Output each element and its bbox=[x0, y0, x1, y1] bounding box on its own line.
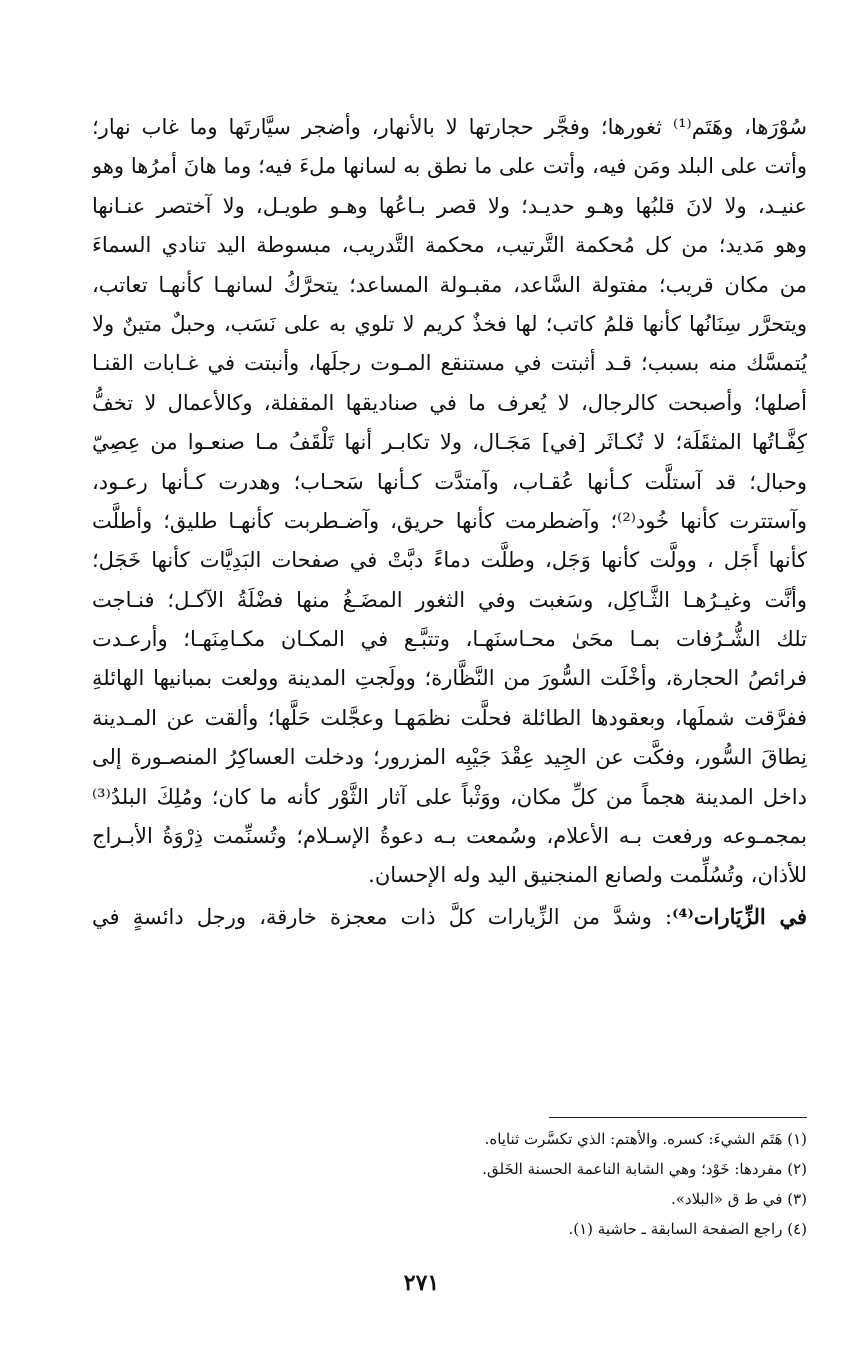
text-line: وأتت على البلد ومَن فيه، وأتت على ما نطق به لسانها ملءَ فيه؛ وما هانَ أمرُها وهو bbox=[92, 154, 807, 179]
footnote-separator bbox=[549, 1117, 807, 1118]
text-line: أصلها؛ وأصبحت كالرجال، لا يُعرف ما في صناديقها المقفلة، وكالأعمال لا تخفُّ bbox=[92, 390, 807, 415]
section-paragraph bbox=[92, 896, 807, 938]
section-heading: في الزِّيَارات⁽⁴⁾ bbox=[672, 903, 807, 929]
section-text: : وشدَّ من الزِّيارات كلَّ ذات معجزة خارقة، ورجل دائسةٍ في bbox=[92, 904, 673, 929]
text-line: فرائصُ الحجارة، وأخْلَت السُّورَ من النَّظَّارة؛ وولَجتِ المدينة وولعت بمبانيها الهائلةِ bbox=[92, 666, 807, 691]
text-line: وحبال؛ قد آستلَّت كـأنها عُقـاب، وآمتدَّت كـأنها سَحـاب؛ وهدرت كـأنها رعـود، bbox=[92, 469, 807, 494]
text-line: سُوْرَها، وهَتَم⁽¹⁾ ثغورها؛ وفجَّر حجارتها لا بالأنهار، وأضجر سيَّارتَها وما غاب نهار؛ bbox=[92, 115, 807, 139]
text-line: وهو مَديد؛ من كل مُحكمة التَّرتيب، محكمة التَّدريب، مبسوطة اليد تنادي السماءَ bbox=[92, 233, 807, 258]
text-line: كأنها أَجَل ، وولَّت كأنها وَجَل، وطلَّت دماءً دبَّتْ في صفحات البَدِيَّات كأنها خَجَل؛ bbox=[92, 548, 807, 573]
footnote-4: (٤) راجع الصفحة السابقة ـ حاشية (١). bbox=[568, 1220, 807, 1238]
text-line: نِطاقَ السُّور، وفكَّت عن الجِيد عِقْدَ جَيْبِه المزرور؛ ودخلت العساكِرُ المنصـورة إلى bbox=[92, 745, 807, 770]
page-number: ٢٧١ bbox=[403, 1270, 440, 1296]
text-line: يُتمسَّك منه بسبب؛ قـد أثبتت في مستنقع المـوت رجلَها، وأنبتت في غـابات القنـا bbox=[92, 351, 807, 376]
text-line: ففرَّقت شملَها، وبعقودها الطائلة فحلَّت نظمَهـا وعجَّلت حَلَّها؛ وألقت عن المـدينة bbox=[92, 705, 807, 730]
text-line: كِفَّـاتُها المثقَلَة؛ لا تُكـاثَر [في] مَجَـال، ولا تكابـر أنها تَلْقَفُ مـا صنعـوا من عِصِيّ bbox=[92, 430, 807, 455]
footnote-1: (١) هَتَم الشيءَ: كسره. والأهتم: الذي تكسَّرت ثناياه. bbox=[484, 1130, 807, 1148]
text-line: ويتحرَّر سِنَانُها كأنها قلمُ كاتب؛ لها فخذٌ كريم لا تلوي به على نَسَب، وحبلٌ متينٌ ولا bbox=[92, 311, 807, 336]
text-line: من مكان قريب؛ مفتولة السَّاعد، مقبـولة المساعد؛ يتحرَّكُ لسانهـا كأنهـا تعاتب، bbox=[92, 272, 807, 297]
text-line: وأنَّت وغيـرُهـا الثَّـاكِل، وسَغبت وفي الثغور المضَـغُ منها فضْلَةُ الآكـل؛ فنـاجت bbox=[92, 587, 807, 612]
text-line-paragraph-end: للأذان، وتُسُلِّمت ولصانع المنجنيق اليد وله الإحسان. bbox=[368, 863, 807, 888]
text-line: بمجمـوعه ورفعت بـه الأعلام، وسُمعت بـه دعوةُ الإسـلام؛ وتُسنِّمت ذِرْوَةُ الأبـراج bbox=[92, 824, 807, 849]
text-line: تلك الشُّـرُفات بمـا محَىٰ محـاسنَهـا، وتتبَّـع في المكـان مكـامِنَهـا؛ وأرعـدت bbox=[92, 627, 807, 652]
text-line: وآستترت كأنها خُود⁽²⁾؛ وآضطرمت كأنها حريق، وآضـطربت كأنهـا طليق؛ وأطلَّت bbox=[92, 508, 807, 533]
footnote-3: (٣) في ط ق «البلاد». bbox=[670, 1190, 807, 1208]
footnote-2: (٢) مفردها: خَوْد؛ وهي الشابة الناعمة الحسنة الخَلق. bbox=[482, 1160, 807, 1178]
main-text-block bbox=[92, 108, 807, 938]
footnotes bbox=[107, 1124, 807, 1244]
text-line: داخل المدينة هجماً من كلِّ مكان، ووَثْباً على آثار الثَّوْر كأنه ما كان؛ ومُلِكَ البلدُ⁽³⁾ bbox=[92, 784, 807, 809]
text-line: عنيـد، ولا لانَ قلبُها وهـو حديـد؛ ولا قصر بـاعُها وهـو طويـل، ولا آختصر عنـانها bbox=[92, 193, 807, 218]
